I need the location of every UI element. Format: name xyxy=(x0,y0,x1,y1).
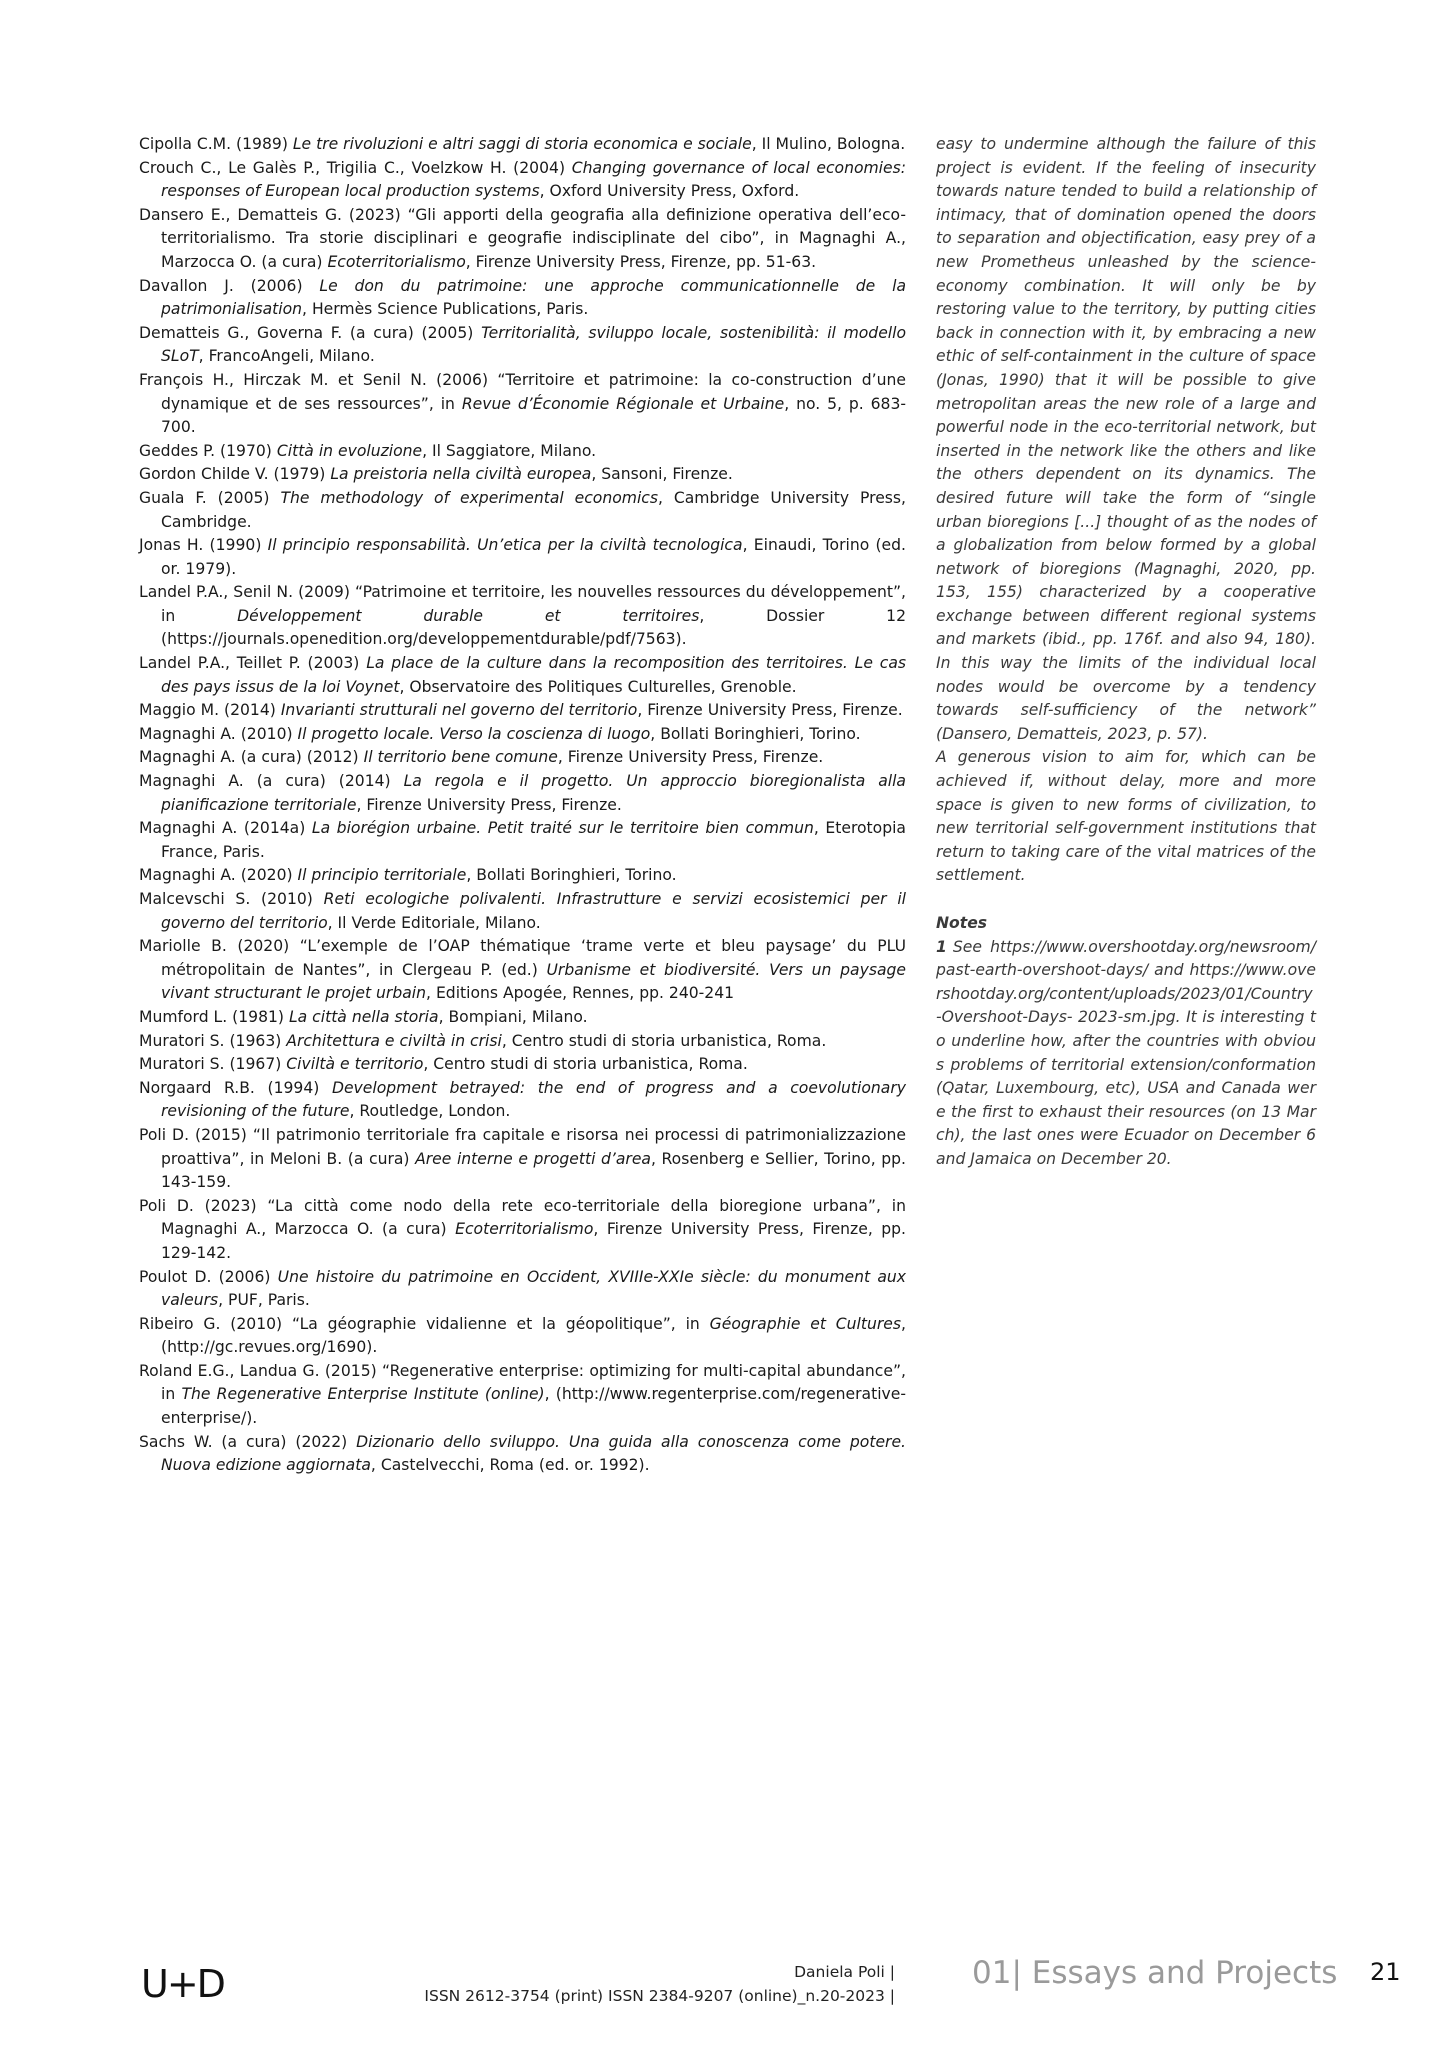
reference-text: , Il Saggiatore, Milano. xyxy=(422,441,597,460)
note-text: See https://www.overshootday.org/newsroom/past-earth-overshoot-days/ and https://www.overshootday.org/content/uploads/2023/01/Country-Overshoot-Days- 2023-sm.jpg. It is interesting to underline how, after the countries with obvious problems of territorial extension/conformation (Qatar, Luxembourg, etc), USA and Canada were the first to exhaust their resources (on 13 March), the last ones were Ecuador on December 6 and Jamaica on December 20. xyxy=(936,937,1316,1168)
reference-text: , FrancoAngeli, Milano. xyxy=(198,347,375,366)
reference-text: , Bollati Boringhieri, Torino. xyxy=(466,866,677,885)
footer-citation xyxy=(424,1960,895,2008)
reference-text: , Oxford University Press, Oxford. xyxy=(539,182,800,201)
reference-text: Cipolla C.M. (1989) xyxy=(139,135,293,153)
reference-text: Muratori S. (1967) xyxy=(139,1055,287,1074)
reference-entry xyxy=(139,275,906,322)
reference-title: Aree interne e progetti d’area xyxy=(415,1149,651,1168)
reference-text: Guala F. (2005) xyxy=(139,488,281,507)
reference-text: Maggio M. (2014) xyxy=(139,701,281,720)
reference-text: Magnaghi A. (a cura) (2014) xyxy=(139,772,404,791)
reference-entry xyxy=(139,746,906,770)
references-list xyxy=(139,133,906,1478)
reference-text: Mumford L. (1981) xyxy=(139,1007,289,1026)
reference-title: Il principio responsabilità. Un’etica per la civiltà tecnologica xyxy=(267,536,743,555)
reference-entry xyxy=(139,1313,906,1360)
note-item xyxy=(936,936,1316,1172)
reference-entry xyxy=(139,440,906,464)
reference-title: Revue d’Économie Régionale et Urbaine xyxy=(461,394,785,413)
reference-text: Geddes P. (1970) xyxy=(139,441,277,460)
reference-text: Dematteis G., Governa F. (a cura) (2005) xyxy=(139,323,482,342)
reference-entry xyxy=(139,463,906,487)
reference-text: , PUF, Paris. xyxy=(218,1291,310,1310)
footer-issn: ISSN 2612-3754 (print) ISSN 2384-9207 (online)_n.20-2023 | xyxy=(424,1987,895,2005)
note-number: 1 xyxy=(936,937,947,956)
reference-entry xyxy=(139,1124,906,1195)
reference-text: , (http://gc.revues.org/1690). xyxy=(161,1314,906,1357)
reference-text: , Centro studi di storia urbanistica, Roma. xyxy=(501,1031,827,1050)
reference-entry xyxy=(139,133,906,157)
reference-entry xyxy=(139,1195,906,1266)
reference-text: Mariolle B. (2020) “L’exemple de l’OAP thématique ‘trame verte et bleu paysage’ du PLU métropolitain de Nantes”, in Clergeau P. (ed.) xyxy=(139,937,906,979)
reference-title: Ecoterritorialismo xyxy=(327,252,466,271)
reference-text: , Firenze University Press, Firenze. xyxy=(637,701,903,720)
reference-title: Reti ecologiche polivalenti. Infrastrutture e servizi ecosistemici per il governo del territorio xyxy=(161,890,906,932)
reference-text: , Bollati Boringhieri, Torino. xyxy=(650,724,861,743)
reference-text: , Centro studi di storia urbanistica, Roma. xyxy=(423,1055,748,1074)
reference-entry xyxy=(139,864,906,888)
right-column xyxy=(936,133,1316,1172)
reference-text: , Castelvecchi, Roma (ed. or. 1992). xyxy=(370,1456,650,1475)
page-number: 21 xyxy=(1370,1958,1401,1986)
reference-title: Développement durable et territoires xyxy=(237,606,700,625)
reference-text: François H., Hirczak M. et Senil N. (2006) “Territoire et patrimoine: la co-construction d’une dynamique et de ses ressources”, in xyxy=(139,370,906,413)
reference-title: La città nella storia xyxy=(288,1007,439,1026)
reference-text: , Il Mulino, Bologna. xyxy=(751,135,906,153)
body-paragraph: easy to undermine although the failure of this project is evident. If the feeling of insecurity towards nature tended to build a relationship of intimacy, that of domination opened the doors to separation and objectification, easy prey of a new Prometheus unleashed by the science-economy combination. It will only be by restoring value to the territory, by putting cities back in connection with it, by embracing a new ethic of self-containment in the culture of space (Jonas, 1990) that it will be possible to give metropolitan areas the new role of a large and powerful node in the eco-territorial network, but inserted in the network like the others and like the others dependent on its dynamics. The desired future will take the form of “single urban bioregions [...] thought of as the nodes of a globalization from below formed by a global network of bioregions (Magnaghi, 2020, pp. 153, 155) characterized by a cooperative exchange between different regional systems and markets (ibid., pp. 176f. and also 94, 180). In this way the limits of the individual local nodes would be overcome by a tendency towards self-sufficiency of the network” (Dansero, Dematteis, 2023, p. 57). xyxy=(936,135,1316,743)
reference-text: , Editions Apogée, Rennes, pp. 240-241 xyxy=(426,984,735,1003)
reference-title: La preistoria nella civiltà europea xyxy=(330,465,592,484)
reference-text: , Bompiani, Milano. xyxy=(438,1007,588,1026)
reference-entry xyxy=(139,322,906,369)
reference-text: , Firenze University Press, Firenze, pp. 51-63. xyxy=(465,252,817,271)
reference-text: Malcevschi S. (2010) xyxy=(139,890,324,908)
reference-text: Jonas H. (1990) xyxy=(139,536,268,555)
reference-title: Le don du patrimoine: une approche communicationnelle de la patrimonialisation xyxy=(161,276,907,319)
reference-title: La regola e il progetto. Un approccio bioregionalista alla pianificazione territoriale xyxy=(161,772,906,814)
reference-text: Poli D. (2015) “Il patrimonio territoriale fra capitale e risorsa nei processi di patrimonializzazione proattiva”, in Meloni B. (a cura) xyxy=(139,1125,906,1168)
reference-title: Dizionario dello sviluppo. Una guida alla conoscenza come potere. Nuova edizione aggiornata xyxy=(161,1432,906,1475)
reference-entry xyxy=(139,770,906,817)
reference-text: , Einaudi, Torino (ed. or. 1979). xyxy=(161,536,907,578)
reference-title: Changing governance of local economies: responses of European local production systems xyxy=(161,158,906,201)
reference-text: Magnaghi A. (a cura) (2012) xyxy=(139,748,364,767)
reference-text: , (http://www.regenterprise.com/regenerative-enterprise/). xyxy=(161,1385,906,1428)
reference-title: Urbanisme et biodiversité. Vers un paysage vivant structurant le projet urbain xyxy=(161,960,906,1003)
reference-text: , no. 5, p. 683-700. xyxy=(161,394,907,437)
reference-text: Landel P.A., Senil N. (2009) “Patrimoine et territoire, les nouvelles ressources du développement”, in xyxy=(139,583,906,625)
reference-text: , Observatoire des Politiques Culturelles, Grenoble. xyxy=(399,677,797,696)
reference-entry xyxy=(139,1030,906,1054)
reference-text: Crouch C., Le Galès P., Trigilia C., Voelzkow H. (2004) xyxy=(139,158,572,177)
reference-text: , Firenze University Press, Firenze, pp. 129-142. xyxy=(161,1220,907,1262)
reference-title: The methodology of experimental economics xyxy=(280,488,658,507)
reference-title: Invarianti strutturali nel governo del territorio xyxy=(280,701,638,720)
reference-entry xyxy=(139,652,906,699)
reference-text: , Firenze University Press, Firenze. xyxy=(557,748,824,767)
reference-entry xyxy=(139,581,906,652)
reference-title: Il territorio bene comune xyxy=(363,748,558,767)
reference-text: , Il Verde Editoriale, Milano. xyxy=(327,913,541,932)
reference-text: Muratori S. (1963) xyxy=(139,1031,287,1050)
journal-logo: U+D xyxy=(141,1962,224,2006)
reference-text: Magnaghi A. (2014a) xyxy=(139,819,312,838)
reference-text: , Eterotopia France, Paris. xyxy=(161,819,906,861)
reference-text: Magnaghi A. (2020) xyxy=(139,866,298,885)
reference-text: Magnaghi A. (2010) xyxy=(139,724,298,743)
reference-entry xyxy=(139,817,906,864)
notes-heading: Notes xyxy=(936,914,988,932)
reference-entry xyxy=(139,1360,906,1431)
reference-text: Gordon Childe V. (1979) xyxy=(139,465,331,484)
reference-text: , Sansoni, Firenze. xyxy=(591,465,733,484)
reference-text: , Hermès Science Publications, Paris. xyxy=(302,300,589,319)
footer-author: Daniela Poli | xyxy=(794,1963,895,1981)
reference-title: Une histoire du patrimoine en Occident, XVIIIe-XXIe siècle: du monument aux valeurs xyxy=(161,1267,906,1310)
reference-text: Roland E.G., Landua G. (2015) “Regenerative enterprise: optimizing for multi-capital abundance”, in xyxy=(139,1361,906,1404)
reference-title: Le tre rivoluzioni e altri saggi di storia economica e sociale xyxy=(292,135,752,153)
reference-text: , Cambridge University Press, Cambridge. xyxy=(161,488,906,531)
reference-text: , Firenze University Press, Firenze. xyxy=(356,795,622,814)
reference-entry xyxy=(139,1006,906,1030)
reference-title: Il progetto locale. Verso la coscienza di luogo xyxy=(297,724,651,743)
reference-title: Territorialità, sviluppo locale, sostenibilità: il modello SLoT xyxy=(161,323,906,366)
reference-title: Géographie et Cultures xyxy=(709,1314,902,1333)
reference-entry xyxy=(139,369,906,440)
reference-entry xyxy=(139,204,906,275)
reference-text: Davallon J. (2006) xyxy=(139,276,320,295)
reference-entry xyxy=(139,1431,906,1478)
reference-text: , Routledge, London. xyxy=(349,1102,511,1121)
reference-title: Città in evoluzione xyxy=(276,441,423,460)
reference-text: , Dossier 12 (https://journals.openedition.org/developpementdurable/pdf/7563). xyxy=(161,606,906,649)
reference-text: , Rosenberg e Sellier, Torino, pp. 143-159. xyxy=(161,1149,906,1192)
reference-text: Sachs W. (a cura) (2022) xyxy=(139,1432,357,1451)
reference-title: Development betrayed: the end of progress and a coevolutionary revisioning of the future xyxy=(161,1078,906,1121)
section-title: 01| Essays and Projects xyxy=(972,1955,1338,1991)
reference-text: Poli D. (2023) “La città come nodo della rete eco-territoriale della bioregione urbana”, in Magnaghi A., Marzocca O. (a cura) xyxy=(139,1196,906,1239)
reference-text: Dansero E., Dematteis G. (2023) “Gli apporti della geografia alla definizione operativa dell’eco-territorialismo. Tra storie disciplinari e geografie indisciplinate del cibo”, in Magnaghi A., Marzocca O. (a cura) xyxy=(139,205,906,271)
reference-entry xyxy=(139,1077,906,1124)
body-paragraph: A generous vision to aim for, which can be achieved if, without delay, more and more space is given to new forms of civilization, to new territorial self-government institutions that return to taking care of the vital matrices of the settlement. xyxy=(936,748,1316,885)
reference-text: Landel P.A., Teillet P. (2003) xyxy=(139,654,367,673)
reference-entry xyxy=(139,1266,906,1313)
reference-title: La place de la culture dans la recomposition des territoires. Le cas des pays issus de la loi Voynet xyxy=(161,654,906,696)
reference-entry xyxy=(139,723,906,747)
reference-title: The Regenerative Enterprise Institute (online) xyxy=(181,1385,545,1404)
reference-entry xyxy=(139,157,906,204)
reference-text: Norgaard R.B. (1994) xyxy=(139,1078,332,1097)
reference-entry xyxy=(139,888,906,935)
reference-text: Ribeiro G. (2010) “La géographie vidalienne et la géopolitique”, in xyxy=(139,1314,710,1333)
reference-title: Civiltà e territorio xyxy=(286,1055,424,1074)
reference-title: Architettura e civiltà in crisi xyxy=(286,1031,502,1050)
reference-title: Il principio territoriale xyxy=(297,866,467,885)
reference-entry xyxy=(139,487,906,534)
reference-entry xyxy=(139,699,906,723)
reference-entry xyxy=(139,1053,906,1077)
reference-text: Poulot D. (2006) xyxy=(139,1267,278,1286)
reference-title: Ecoterritorialismo xyxy=(455,1220,594,1239)
reference-entry xyxy=(139,534,906,581)
reference-entry xyxy=(139,935,906,1006)
reference-title: La biorégion urbaine. Petit traité sur le territoire bien commun xyxy=(311,819,814,838)
